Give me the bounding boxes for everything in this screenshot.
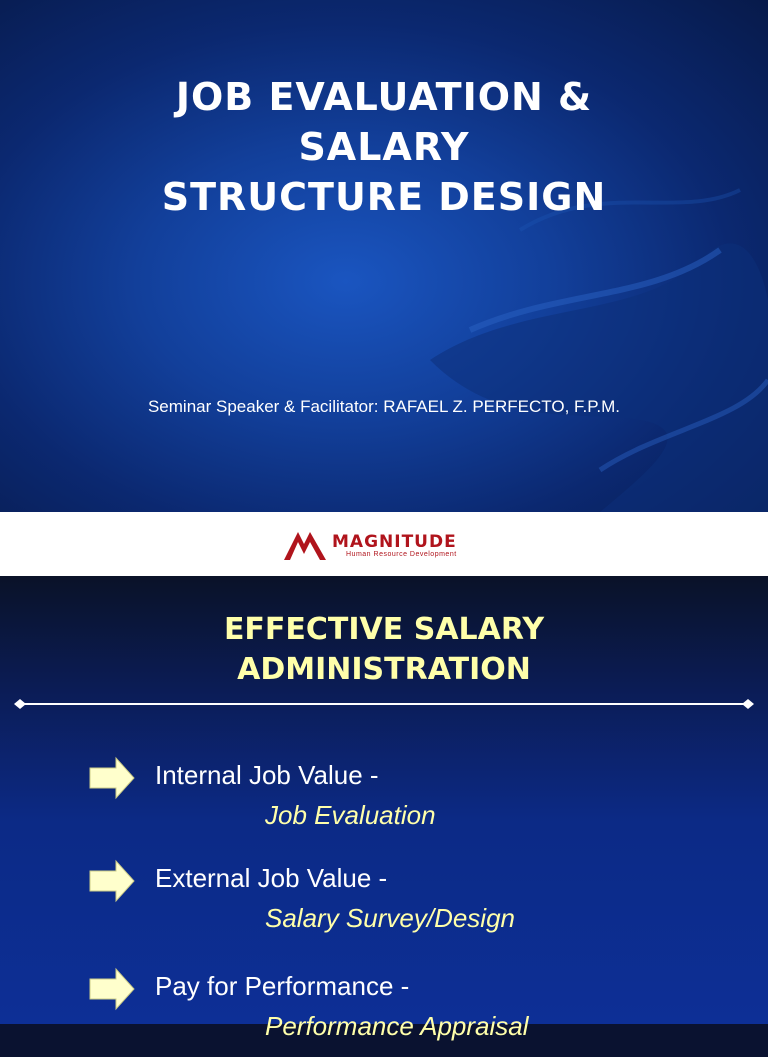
- slide-title-line: JOB EVALUATION &: [175, 75, 593, 119]
- slide-title-line: SALARY: [298, 125, 470, 169]
- list-item-label: Internal Job Value -: [155, 760, 379, 790]
- arrow-right-icon: [88, 859, 136, 903]
- list-item: [0, 756, 768, 846]
- slide-title: [0, 72, 768, 222]
- list-item-label: Pay for Performance -: [155, 971, 410, 1001]
- logo-name: MAGNITUDE: [332, 532, 457, 552]
- magnitude-logo: [282, 524, 492, 564]
- list-item: [0, 967, 768, 1057]
- list-item-sub: Salary Survey/Design: [265, 903, 515, 933]
- list-item: [0, 859, 768, 949]
- speaker-line: Seminar Speaker & Facilitator: RAFAEL Z. PERFECTO, F.P.M.: [147, 397, 621, 416]
- content-slide-title: [0, 610, 768, 690]
- slide-title-line: STRUCTURE DESIGN: [161, 175, 607, 219]
- content-slide: [0, 576, 768, 1041]
- magnitude-logo-icon: [282, 526, 330, 562]
- list-item-sub: Job Evaluation: [265, 800, 436, 830]
- content-title-line: ADMINISTRATION: [237, 652, 531, 687]
- title-divider: [14, 696, 754, 712]
- content-title-line: EFFECTIVE SALARY: [223, 612, 545, 647]
- title-slide: [0, 0, 768, 512]
- logo-tagline: Human Resource Development: [346, 551, 457, 558]
- list-item-label: External Job Value -: [155, 863, 388, 893]
- list-item-sub: Performance Appraisal: [265, 1011, 529, 1041]
- arrow-right-icon: [88, 756, 136, 800]
- arrow-right-icon: [88, 967, 136, 1011]
